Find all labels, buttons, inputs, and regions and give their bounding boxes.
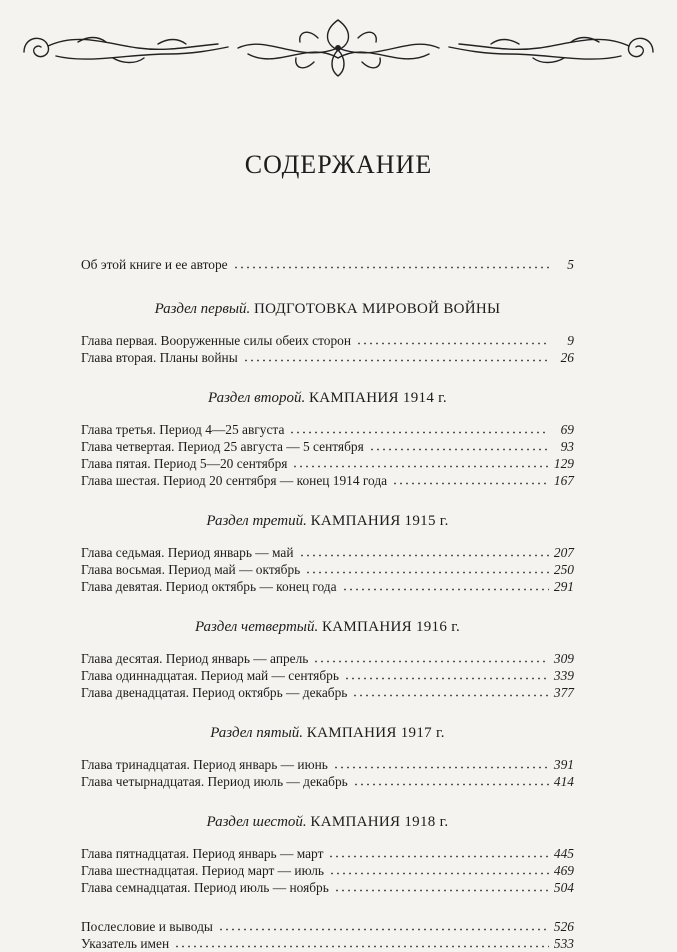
toc-entry — [81, 756, 574, 773]
toc-entry-name-index — [81, 935, 574, 952]
toc-entry — [81, 879, 574, 896]
toc-entry — [81, 862, 574, 879]
toc-entry-text: Послесловие и выводы — [81, 919, 213, 934]
dot-leader — [292, 456, 548, 468]
toc-entry-text: Глава семнадцатая. Период июль — ноябрь — [81, 880, 329, 895]
toc-page-number: 309 — [553, 651, 574, 666]
dot-leader — [313, 651, 548, 663]
toc-entry-text: Глава девятая. Период октябрь — конец года — [81, 579, 337, 594]
toc-entry-afterword — [81, 918, 574, 935]
toc-entry-text: Глава восьмая. Период май — октябрь — [81, 562, 301, 577]
section-title: КАМПАНИЯ 1918 г. — [310, 814, 449, 830]
toc-page-number: 26 — [560, 350, 574, 365]
dot-leader — [352, 685, 548, 697]
toc-page-number: 526 — [553, 919, 574, 934]
dot-leader — [333, 757, 549, 769]
toc-entry — [81, 773, 574, 790]
toc-page-number: 129 — [553, 456, 574, 471]
toc-entry — [81, 332, 574, 349]
dot-leader — [342, 579, 549, 591]
section-label: Раздел пятый. — [210, 725, 304, 741]
dot-leader — [299, 545, 549, 557]
page-title: СОДЕРЖАНИЕ — [244, 150, 433, 179]
toc-entry-text: Глава шестнадцатая. Период март — июль — [81, 863, 325, 878]
section-title: КАМПАНИЯ 1916 г. — [321, 619, 461, 635]
toc-entry-text: Глава десятая. Период январь — апрель — [81, 651, 309, 666]
toc-entry-text: Глава первая. Вооруженные силы обеих сторон — [81, 333, 352, 348]
section-label: Раздел третий. — [206, 513, 307, 529]
toc-entry — [81, 544, 574, 561]
toc-entry-text: Глава седьмая. Период январь — май — [81, 545, 294, 560]
dot-leader — [344, 668, 549, 680]
toc-entry-text: Глава пятая. Период 5—20 сентября — [81, 456, 288, 471]
toc-page-number: 5 — [567, 257, 574, 272]
header-ornament — [18, 14, 659, 82]
dot-leader — [353, 774, 549, 786]
toc-page-number: 469 — [553, 863, 574, 878]
section-label: Раздел шестой. — [206, 814, 307, 830]
dot-leader — [289, 422, 549, 434]
dot-leader — [369, 439, 549, 451]
toc-entry — [81, 472, 574, 489]
dot-leader — [243, 350, 549, 362]
toc-entry-text: Глава пятнадцатая. Период январь — март — [81, 846, 324, 861]
toc-entry-text: Глава четырнадцатая. Период июль — декабрь — [81, 774, 348, 789]
dot-leader — [305, 562, 549, 574]
toc-page-number: 93 — [560, 439, 574, 454]
section-heading — [81, 616, 574, 638]
toc-page-number: 377 — [553, 685, 574, 700]
toc-page-number: 167 — [553, 473, 574, 488]
toc-entry — [81, 349, 574, 366]
toc-page-number: 291 — [553, 579, 574, 594]
toc-entry-text: Глава четвертая. Период 25 августа — 5 сентября — [81, 439, 364, 454]
toc-page-number: 445 — [553, 846, 574, 861]
section-title: ПОДГОТОВКА МИРОВОЙ ВОЙНЫ — [254, 301, 501, 317]
dot-leader — [329, 863, 549, 875]
section-label: Раздел первый. — [154, 301, 251, 317]
toc-page-number: 533 — [553, 936, 574, 951]
toc-entry-text: Глава двенадцатая. Период октябрь — декабрь — [81, 685, 348, 700]
dot-leader — [334, 880, 549, 892]
toc-entry — [81, 667, 574, 684]
toc-page-number: 339 — [553, 668, 574, 683]
toc-page-number: 504 — [553, 880, 574, 895]
section-label: Раздел второй. — [208, 390, 306, 406]
dot-leader — [174, 936, 549, 948]
toc-entry-intro — [81, 256, 574, 273]
toc-entry-text: Глава вторая. Планы войны — [81, 350, 238, 365]
toc-page-number: 391 — [553, 757, 574, 772]
toc-entry — [81, 455, 574, 472]
toc-entry — [81, 578, 574, 595]
toc-entry-text: Указатель имен — [81, 936, 170, 951]
section-title: КАМПАНИЯ 1917 г. — [306, 725, 445, 741]
toc-page-number: 250 — [553, 562, 574, 577]
toc-entry-text: Глава тринадцатая. Период январь — июнь — [81, 757, 328, 772]
toc-page-number: 414 — [553, 774, 574, 789]
section-heading — [81, 298, 574, 320]
toc-entry-text: Глава одиннадцатая. Период май — сентябрь — [81, 668, 339, 683]
dot-leader — [328, 846, 548, 858]
toc-page-number: 69 — [560, 422, 574, 437]
toc-entry-text: Об этой книге и ее авторе — [81, 257, 228, 272]
toc-entry — [81, 684, 574, 701]
dot-leader — [218, 919, 549, 931]
toc-entry-text: Глава третья. Период 4—25 августа — [81, 422, 285, 437]
section-title: КАМПАНИЯ 1914 г. — [308, 390, 447, 406]
section-heading — [81, 722, 574, 744]
toc-entry — [81, 438, 574, 455]
section-heading — [81, 387, 574, 409]
section-label: Раздел четвертый. — [194, 619, 319, 635]
dot-leader — [356, 333, 549, 345]
section-heading — [81, 811, 574, 833]
section-heading — [81, 510, 574, 532]
toc-entry-text: Глава шестая. Период 20 сентября — конец 1914 года — [81, 473, 388, 488]
table-of-contents — [81, 256, 574, 952]
section-title: КАМПАНИЯ 1915 г. — [310, 513, 449, 529]
toc-entry — [81, 845, 574, 862]
toc-page-number: 207 — [553, 545, 574, 560]
dot-leader — [392, 473, 549, 485]
toc-entry — [81, 650, 574, 667]
toc-entry — [81, 421, 574, 438]
toc-entry — [81, 561, 574, 578]
dot-leader — [233, 257, 549, 269]
toc-page-number: 9 — [567, 333, 574, 348]
